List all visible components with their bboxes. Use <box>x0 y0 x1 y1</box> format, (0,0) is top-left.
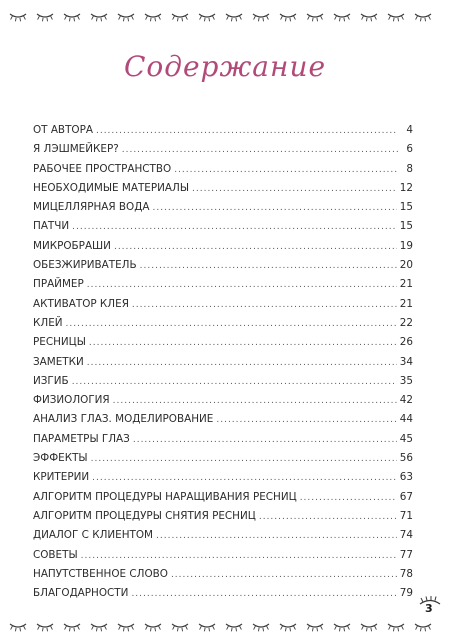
toc-entry-page: 21 <box>399 297 413 310</box>
toc-entry <box>33 124 413 143</box>
toc-entry <box>33 278 413 297</box>
toc-entry <box>33 336 413 355</box>
dot-leader <box>66 319 397 329</box>
toc-entry-title: РАБОЧЕЕ ПРОСТРАНСТВО <box>33 162 172 175</box>
dot-leader <box>133 435 397 445</box>
eyelash-icon <box>172 14 188 21</box>
eyelash-icon <box>64 624 80 631</box>
toc-entry-title: КЛЕЙ <box>33 316 63 329</box>
toc-entry-title: НЕОБХОДИМЫЕ МАТЕРИАЛЫ <box>33 181 189 194</box>
toc-entry <box>33 433 413 452</box>
eyelash-icon <box>91 624 107 631</box>
dot-leader <box>87 280 397 290</box>
dot-leader <box>259 512 397 522</box>
toc-entry-page: 71 <box>399 509 413 522</box>
eyelash-icon <box>388 624 404 631</box>
toc-entry <box>33 549 413 568</box>
eyelash-icon <box>334 14 350 21</box>
dot-leader <box>140 261 397 271</box>
toc-entry-title: НАПУТСТВЕННОЕ СЛОВО <box>33 567 168 580</box>
toc-entry-title: МИКРОБРАШИ <box>33 239 111 252</box>
toc-entry-page: 44 <box>399 413 413 426</box>
eyelash-icon <box>118 624 134 631</box>
toc-entry <box>33 298 413 317</box>
toc-entry-title: ДИАЛОГ С КЛИЕНТОМ <box>33 529 154 542</box>
toc-entry-page: 35 <box>399 374 413 387</box>
toc-entry-title: ПАРАМЕТРЫ ГЛАЗ <box>33 432 130 445</box>
dot-leader <box>171 570 397 580</box>
toc-entry-page: 45 <box>399 432 413 445</box>
dot-leader <box>131 589 396 599</box>
dot-leader <box>113 396 397 406</box>
bottom-eyelash-border <box>0 612 450 632</box>
dot-leader <box>132 300 397 310</box>
toc-entry-title: ЭФФЕКТЫ <box>33 452 88 465</box>
toc-entry-page: 63 <box>399 471 413 484</box>
toc-entry <box>33 201 413 220</box>
toc-entry-page: 12 <box>399 181 413 194</box>
toc-entry-page: 21 <box>399 278 413 291</box>
toc-entry <box>33 317 413 336</box>
page-title: Содержание <box>123 50 327 83</box>
toc-entry-page: 74 <box>399 529 413 542</box>
page-number: 3 <box>425 602 433 615</box>
eyelash-icon <box>226 624 242 631</box>
eyelash-icon <box>91 14 107 21</box>
toc-entry-title: БЛАГОДАРНОСТИ <box>33 587 129 600</box>
toc-entry <box>33 471 413 490</box>
eyelash-icon <box>10 14 26 21</box>
eyelash-icon <box>307 624 323 631</box>
toc-entry <box>33 452 413 471</box>
toc-entry-page: 8 <box>406 162 413 175</box>
toc-entry-title: ОБЕЗЖИРИВАТЕЛЬ <box>33 259 137 272</box>
toc-entry-title: РЕСНИЦЫ <box>33 336 86 349</box>
toc-entry <box>33 182 413 201</box>
toc-entry <box>33 587 413 606</box>
dot-leader <box>114 242 397 252</box>
toc-entry-page: 42 <box>399 394 413 407</box>
eyelash-icon <box>37 624 53 631</box>
toc-entry <box>33 394 413 413</box>
dot-leader <box>81 551 397 561</box>
eyelash-icon <box>334 624 350 631</box>
eyelash-icon <box>361 14 377 21</box>
toc-entry-page: 4 <box>406 124 413 136</box>
eyelash-icon <box>307 14 323 21</box>
toc-entry-page: 34 <box>399 355 413 368</box>
top-eyelash-border <box>0 2 450 22</box>
table-of-contents <box>33 124 413 606</box>
toc-entry-title: ИЗГИБ <box>33 374 69 387</box>
dot-leader <box>152 203 396 213</box>
toc-entry-page: 15 <box>399 220 413 233</box>
toc-entry-page: 67 <box>399 490 413 503</box>
eyelash-icon <box>226 14 242 21</box>
eyelash-icon <box>415 624 431 631</box>
toc-entry-page: 78 <box>399 567 413 580</box>
toc-entry <box>33 240 413 259</box>
eyelash-icon <box>10 624 26 631</box>
dot-leader <box>122 145 398 155</box>
eyelash-icon <box>361 624 377 631</box>
toc-entry-title: АЛГОРИТМ ПРОЦЕДУРЫ НАРАЩИВАНИЯ РЕСНИЦ <box>33 490 297 503</box>
dot-leader <box>216 415 396 425</box>
toc-entry-page: 79 <box>399 587 413 600</box>
dot-leader <box>192 184 397 194</box>
toc-entry-title: АНАЛИЗ ГЛАЗ. МОДЕЛИРОВАНИЕ <box>33 413 214 426</box>
toc-entry-title: Я ЛЭШМЕЙКЕР? <box>33 143 119 156</box>
dot-leader <box>72 222 397 232</box>
dot-leader <box>72 377 397 387</box>
toc-entry-title: АКТИВАТОР КЛЕЯ <box>33 297 129 310</box>
eyelash-icon <box>253 624 269 631</box>
toc-entry <box>33 356 413 375</box>
dot-leader <box>91 454 397 464</box>
page-number-badge <box>418 596 442 618</box>
eyelash-icon <box>253 14 269 21</box>
toc-entry <box>33 163 413 182</box>
toc-entry-title: СОВЕТЫ <box>33 548 78 561</box>
toc-entry-title: АЛГОРИТМ ПРОЦЕДУРЫ СНЯТИЯ РЕСНИЦ <box>33 509 256 522</box>
toc-entry-page: 6 <box>406 143 413 156</box>
toc-entry <box>33 529 413 548</box>
toc-entry <box>33 143 413 162</box>
toc-entry-title: ОТ АВТОРА <box>33 124 93 136</box>
toc-entry <box>33 375 413 394</box>
eyelash-icon <box>37 14 53 21</box>
dot-leader <box>96 126 398 136</box>
dot-leader <box>156 531 397 541</box>
eyelash-icon <box>388 14 404 21</box>
eyelash-icon <box>118 14 134 21</box>
eyelash-icon <box>415 14 431 21</box>
toc-entry <box>33 568 413 587</box>
dot-leader <box>87 358 397 368</box>
toc-entry-title: КРИТЕРИИ <box>33 471 90 484</box>
dot-leader <box>300 493 397 503</box>
toc-entry-page: 19 <box>399 239 413 252</box>
toc-entry-page: 56 <box>399 452 413 465</box>
dot-leader <box>174 165 398 175</box>
toc-entry-title: ФИЗИОЛОГИЯ <box>33 394 110 407</box>
toc-entry <box>33 510 413 529</box>
toc-entry-page: 20 <box>399 259 413 272</box>
toc-entry-title: ЗАМЕТКИ <box>33 355 84 368</box>
toc-entry-page: 22 <box>399 316 413 329</box>
eyelash-icon <box>199 14 215 21</box>
dot-leader <box>89 338 397 348</box>
toc-entry <box>33 413 413 432</box>
toc-entry <box>33 259 413 278</box>
toc-entry-page: 77 <box>399 548 413 561</box>
eyelash-icon <box>145 14 161 21</box>
eyelash-icon <box>199 624 215 631</box>
toc-entry <box>33 220 413 239</box>
toc-entry <box>33 491 413 510</box>
toc-entry-page: 26 <box>399 336 413 349</box>
toc-entry-title: ПРАЙМЕР <box>33 278 84 291</box>
dot-leader <box>92 473 397 483</box>
toc-entry-page: 15 <box>399 201 413 214</box>
eyelash-icon <box>280 624 296 631</box>
toc-entry-title: ПАТЧИ <box>33 220 70 233</box>
eyelash-icon <box>172 624 188 631</box>
eyelash-icon <box>280 14 296 21</box>
toc-entry-title: МИЦЕЛЛЯРНАЯ ВОДА <box>33 201 150 214</box>
eyelash-icon <box>145 624 161 631</box>
eyelash-icon <box>64 14 80 21</box>
